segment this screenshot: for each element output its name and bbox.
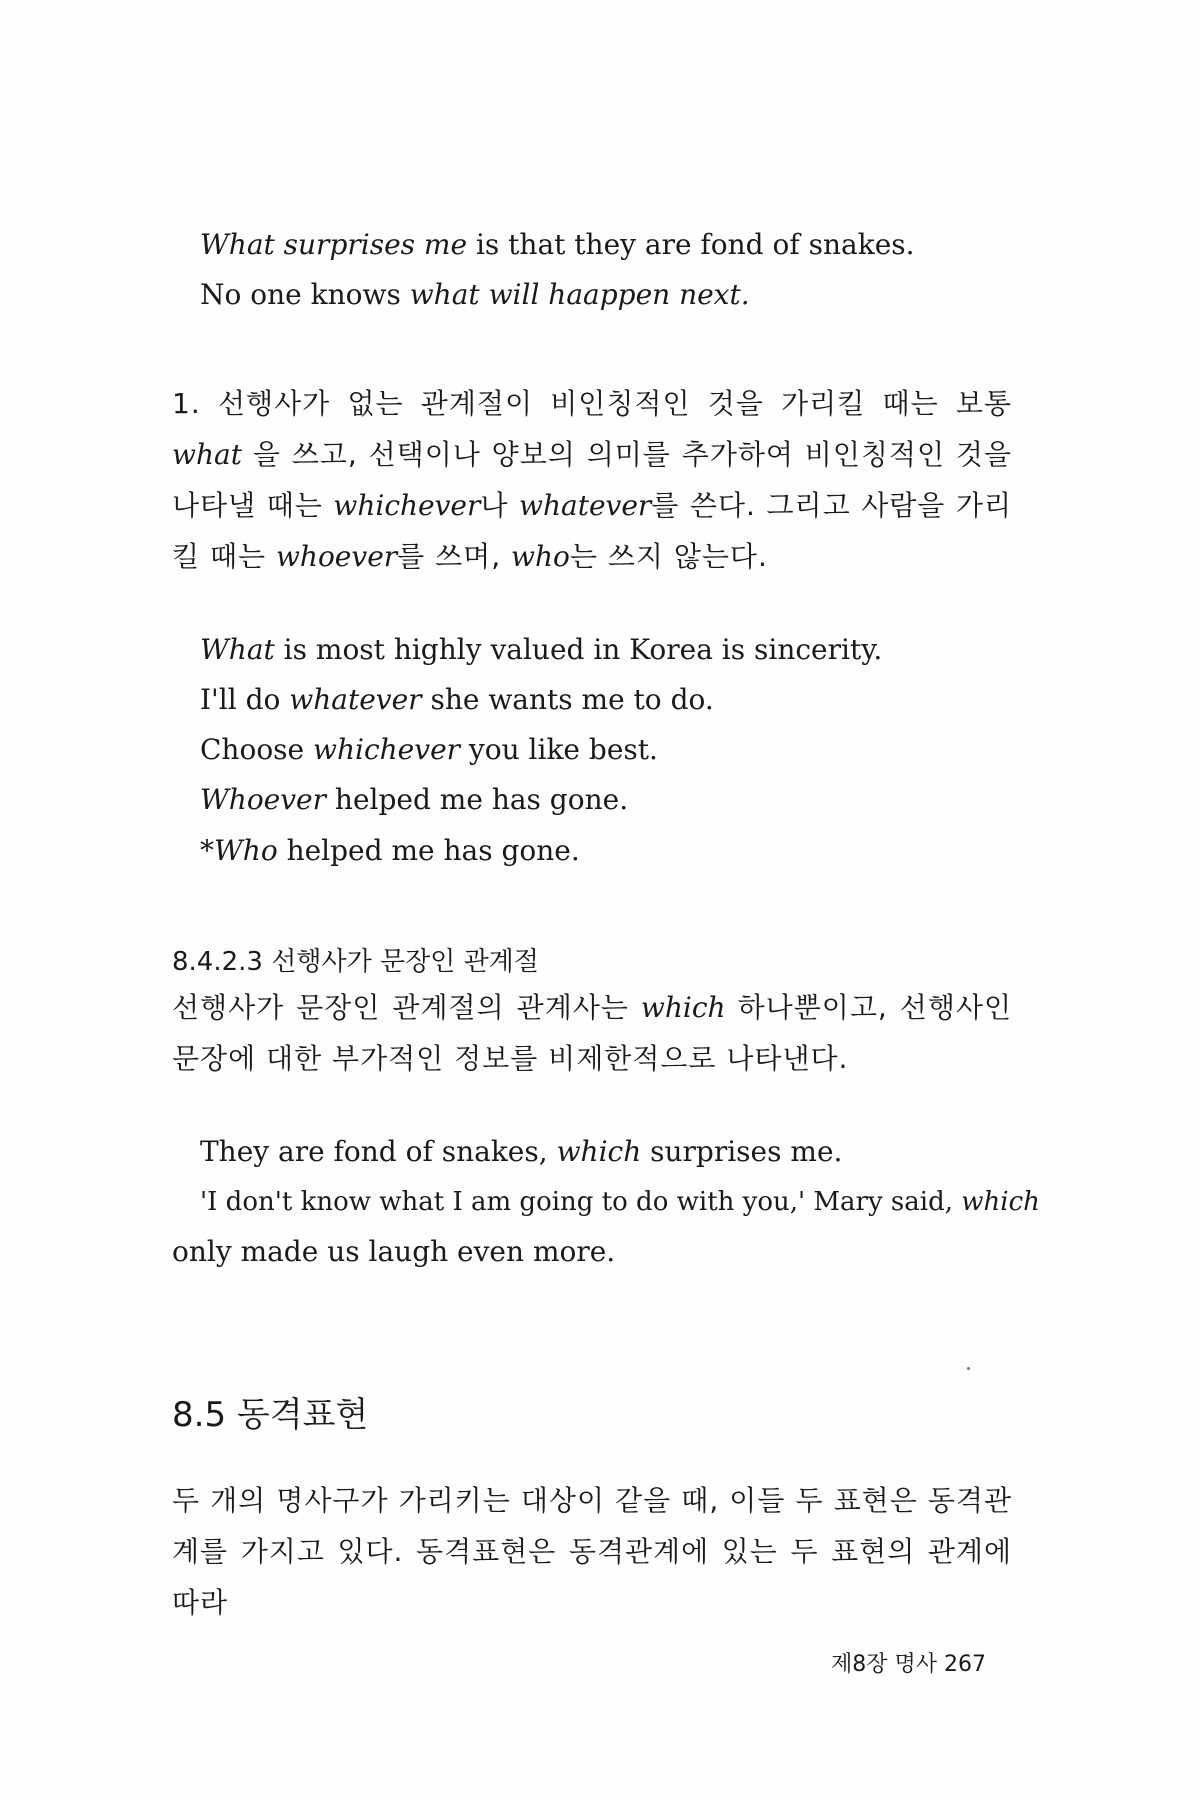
example-sentence: 'I don't know what I am going to do with you,' Mary said, which [200,1187,1040,1217]
italic-phrase: What surprises me [200,228,468,261]
explanation-paragraph: 선행사가 문장인 관계절의 관계사는 which 하나뿐이고, 선행사인 문장에 대한 부가적인 정보를 비제한적으로 나타낸다. [172,991,1012,1075]
example-sentence: I'll do whatever she wants me to do. [200,683,714,716]
example-sentence-continuation: only made us laugh even more. [172,1235,616,1268]
example-sentence [200,228,915,262]
subsection-heading: 8.4.2.3 선행사가 문장인 관계절 [172,947,539,977]
page-footer: 제8장 명사 267 [831,1652,986,1677]
italic-phrase: what will haappen next. [409,278,750,311]
explanation-paragraph: 1. 선행사가 없는 관계절이 비인칭적인 것을 가리킬 때는 보통 what 을 쓰고, 선택이나 양보의 의미를 추가하여 비인칭적인 것을 나타낼 때는 whichever나 whatever를 쓴다. 그리고 사람을 가리킬 때는 whoever를 쓰며, who는 쓰지 않는다. [172,387,1013,573]
scan-speck [967,1367,970,1370]
example-sentence: Whoever helped me has gone. [200,783,629,816]
sentence-text: No one knows [200,278,410,311]
example-sentence [200,278,750,312]
explanation-paragraph: 두 개의 명사구가 가리키는 대상이 같을 때, 이들 두 표현은 동격관계를 가지고 있다. 동격표현은 동격관계에 있는 두 표현의 관계에 따라 [172,1484,1012,1619]
example-sentence: Choose whichever you like best. [200,733,658,766]
example-sentence: They are fond of snakes, which surprises me. [200,1135,843,1168]
example-sentence: *Who helped me has gone. [200,834,580,867]
section-heading: 8.5 동격표현 [172,1395,369,1435]
sentence-text: is that they are fond of snakes. [467,228,915,261]
example-sentence: What is most highly valued in Korea is sincerity. [200,633,883,666]
